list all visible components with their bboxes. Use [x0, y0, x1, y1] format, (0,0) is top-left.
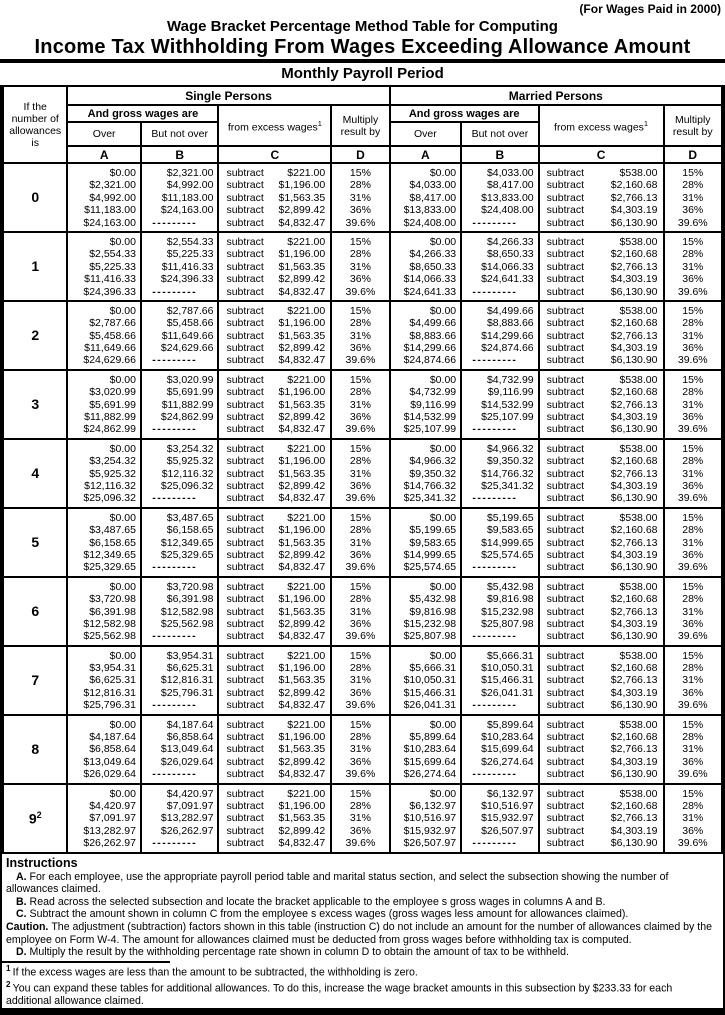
married-over-cell: $0.00 $5,199.65 $9,583.65 $14,999.65 $25,574.65 — [390, 508, 461, 577]
single-but-not-over-cell: $2,321.00 $4,992.00 $11,183.00 $24,163.00 --------- — [141, 163, 219, 232]
excess-wages-label: from excess wages — [554, 121, 644, 134]
married-subtract-cell: subtract $538.00 subtract $2,160.68 subtract $2,766.13 subtract $4,303.19 subtract $6,130.90 — [539, 370, 664, 439]
single-subtract-cell: subtract $221.00 subtract $1,196.00 subtract $1,563.35 subtract $2,899.42 subtract $4,832.47 — [218, 232, 331, 301]
single-but-not-over-cell: $3,487.65 $6,158.65 $12,349.65 $25,329.65 --------- — [141, 508, 219, 577]
married-but-not-over-cell: $4,966.32 $9,350.32 $14,766.32 $25,341.32 --------- — [461, 439, 539, 508]
single-over-cell: $0.00 $3,020.99 $5,691.99 $11,882.99 $24,862.99 — [67, 370, 141, 439]
title-block — [0, 0, 725, 85]
single-rate-cell: 15% 28% 31% 36% 39.6% — [331, 784, 389, 853]
married-subtract-cell: subtract $538.00 subtract $2,160.68 subtract $2,766.13 subtract $4,303.19 subtract $6,130.90 — [539, 784, 664, 853]
instruction-item: Caution. The adjustment (subtraction) factors shown in this table (instruction C) do not include an amount for the number of allowances claimed by the employee on Form W-4. The amount for allowances claimed must be deducted from gross wages before withholding tax is computed. — [6, 920, 713, 946]
single-rate-cell: 15% 28% 31% 36% 39.6% — [331, 370, 389, 439]
instruction-item: C. Subtract the amount shown in column C from the employee s excess wages (gross wages less amount for allowances claimed). — [16, 908, 629, 921]
footnote1-marker: 1 — [317, 118, 322, 128]
instruction-item: A. For each employee, use the appropriate payroll period table and marital status section, and select the subsection showing the number of allowances claimed. — [6, 870, 669, 896]
single-but-not-over-cell: $3,020.99 $5,691.99 $11,882.99 $24,862.99 --------- — [141, 370, 219, 439]
wages-paid-note: (For Wages Paid in 2000) — [579, 2, 721, 16]
single-subtract-cell: subtract $221.00 subtract $1,196.00 subtract $1,563.35 subtract $2,899.42 subtract $4,832.47 — [218, 784, 331, 853]
single-over-header: Over — [67, 122, 141, 146]
allowance-row — [3, 439, 722, 508]
col-letter-c: C — [539, 146, 664, 163]
single-gross-wages-header: And gross wages are — [67, 105, 218, 122]
allowance-count: 1 — [3, 232, 67, 301]
married-rate-cell: 15% 28% 31% 36% 39.6% — [664, 163, 723, 232]
allowance-row — [3, 370, 722, 439]
single-over-cell: $0.00 $4,420.97 $7,091.97 $13,282.97 $26,262.97 — [67, 784, 141, 853]
married-but-not-over-header: But not over — [461, 122, 539, 146]
col-letter-b: B — [141, 146, 219, 163]
single-persons-header: Single Persons — [67, 86, 389, 105]
single-rate-cell: 15% 28% 31% 36% 39.6% — [331, 232, 389, 301]
single-but-not-over-cell: $3,720.98 $6,391.98 $12,582.98 $25,562.98 --------- — [141, 577, 219, 646]
footnote2-marker: 2 — [36, 809, 42, 820]
allowances-stub-header: If the number of allowances is — [3, 86, 67, 163]
allowance-count: 5 — [3, 508, 67, 577]
single-over-cell: $0.00 $3,954.31 $6,625.31 $12,816.31 $25,796.31 — [67, 646, 141, 715]
married-subtract-cell: subtract $538.00 subtract $2,160.68 subtract $2,766.13 subtract $4,303.19 subtract $6,130.90 — [539, 232, 664, 301]
table-body — [3, 163, 722, 853]
single-over-cell: $0.00 $2,554.33 $5,225.33 $11,416.33 $24,396.33 — [67, 232, 141, 301]
allowance-count: 3 — [3, 370, 67, 439]
col-letter-d: D — [664, 146, 723, 163]
single-rate-cell: 15% 28% 31% 36% 39.6% — [331, 439, 389, 508]
married-but-not-over-cell: $4,732.99 $9,116.99 $14,532.99 $25,107.99 --------- — [461, 370, 539, 439]
married-rate-cell: 15% 28% 31% 36% 39.6% — [664, 577, 723, 646]
allowance-row — [3, 784, 722, 853]
single-over-cell: $0.00 $3,254.32 $5,925.32 $12,116.32 $25,096.32 — [67, 439, 141, 508]
married-but-not-over-cell: $4,499.66 $8,883.66 $14,299.66 $24,874.66 --------- — [461, 301, 539, 370]
footnotes-section — [2, 963, 723, 1008]
married-subtract-cell: subtract $538.00 subtract $2,160.68 subtract $2,766.13 subtract $4,303.19 subtract $6,130.90 — [539, 439, 664, 508]
single-subtract-cell: subtract $221.00 subtract $1,196.00 subtract $1,563.35 subtract $2,899.42 subtract $4,832.47 — [218, 301, 331, 370]
married-but-not-over-cell: $6,132.97 $10,516.97 $15,932.97 $26,507.97 --------- — [461, 784, 539, 853]
single-rate-cell: 15% 28% 31% 36% 39.6% — [331, 301, 389, 370]
single-over-cell: $0.00 $2,321.00 $4,992.00 $11,183.00 $24,163.00 — [67, 163, 141, 232]
single-but-not-over-cell: $2,787.66 $5,458.66 $11,649.66 $24,629.66 --------- — [141, 301, 219, 370]
married-rate-cell: 15% 28% 31% 36% 39.6% — [664, 301, 723, 370]
allowance-count: 0 — [3, 163, 67, 232]
single-excess-wages-header — [218, 105, 331, 146]
allowance-row — [3, 715, 722, 784]
single-subtract-cell: subtract $221.00 subtract $1,196.00 subtract $1,563.35 subtract $2,899.42 subtract $4,832.47 — [218, 577, 331, 646]
married-excess-wages-header — [539, 105, 664, 146]
allowance-count: 4 — [3, 439, 67, 508]
married-rate-cell: 15% 28% 31% 36% 39.6% — [664, 715, 723, 784]
allowance-count: 2 — [3, 301, 67, 370]
married-but-not-over-cell: $5,432.98 $9,816.98 $15,232.98 $25,807.98 --------- — [461, 577, 539, 646]
col-letter-d: D — [331, 146, 389, 163]
single-but-not-over-cell: $3,954.31 $6,625.31 $12,816.31 $25,796.31 --------- — [141, 646, 219, 715]
col-letter-a: A — [390, 146, 461, 163]
col-letter-a: A — [67, 146, 141, 163]
married-subtract-cell: subtract $538.00 subtract $2,160.68 subtract $2,766.13 subtract $4,303.19 subtract $6,130.90 — [539, 715, 664, 784]
married-but-not-over-cell: $5,666.31 $10,050.31 $15,466.31 $26,041.31 --------- — [461, 646, 539, 715]
single-subtract-cell: subtract $221.00 subtract $1,196.00 subtract $1,563.35 subtract $2,899.42 subtract $4,832.47 — [218, 163, 331, 232]
table-title-line2: Income Tax Withholding From Wages Exceeding Allowance Amount — [34, 36, 691, 58]
single-multiply-header: Multiply result by — [331, 105, 389, 146]
instruction-item: D. Multiply the result by the withholding percentage rate shown in column D to obtain the amount of tax to be withheld. — [16, 946, 569, 959]
married-but-not-over-cell: $4,266.33 $8,650.33 $14,066.33 $24,641.33 --------- — [461, 232, 539, 301]
instruction-item: B. Read across the selected subsection and locate the bracket applicable to the employee s gross wages in columns A and B. — [16, 895, 606, 908]
married-subtract-cell: subtract $538.00 subtract $2,160.68 subtract $2,766.13 subtract $4,303.19 subtract $6,130.90 — [539, 646, 664, 715]
married-subtract-cell: subtract $538.00 subtract $2,160.68 subtract $2,766.13 subtract $4,303.19 subtract $6,130.90 — [539, 508, 664, 577]
married-multiply-header: Multiply result by — [664, 105, 723, 146]
allowance-count: 6 — [3, 577, 67, 646]
married-rate-cell: 15% 28% 31% 36% 39.6% — [664, 508, 723, 577]
single-subtract-cell: subtract $221.00 subtract $1,196.00 subtract $1,563.35 subtract $2,899.42 subtract $4,832.47 — [218, 646, 331, 715]
married-over-header: Over — [390, 122, 461, 146]
single-over-cell: $0.00 $2,787.66 $5,458.66 $11,649.66 $24,629.66 — [67, 301, 141, 370]
married-gross-wages-header: And gross wages are — [390, 105, 539, 122]
single-rate-cell: 15% 28% 31% 36% 39.6% — [331, 508, 389, 577]
married-subtract-cell: subtract $538.00 subtract $2,160.68 subtract $2,766.13 subtract $4,303.19 subtract $6,130.90 — [539, 301, 664, 370]
single-subtract-cell: subtract $221.00 subtract $1,196.00 subtract $1,563.35 subtract $2,899.42 subtract $4,832.47 — [218, 439, 331, 508]
allowance-count: 8 — [3, 715, 67, 784]
single-rate-cell: 15% 28% 31% 36% 39.6% — [331, 715, 389, 784]
allowance-row — [3, 646, 722, 715]
married-but-not-over-cell: $5,899.64 $10,283.64 $15,699.64 $26,274.64 --------- — [461, 715, 539, 784]
single-subtract-cell: subtract $221.00 subtract $1,196.00 subtract $1,563.35 subtract $2,899.42 subtract $4,832.47 — [218, 508, 331, 577]
footnote: $^1$ If the excess wages are less than the amount to be subtracted, the withholding is zero. — [6, 963, 418, 979]
married-but-not-over-cell: $4,033.00 $8,417.00 $13,833.00 $24,408.00 --------- — [461, 163, 539, 232]
table-frame — [0, 85, 725, 1015]
table-title-line1: Wage Bracket Percentage Method Table for Computing — [167, 18, 558, 35]
married-rate-cell: 15% 28% 31% 36% 39.6% — [664, 232, 723, 301]
single-but-not-over-cell: $4,187.64 $6,858.64 $13,049.64 $26,029.64 --------- — [141, 715, 219, 784]
married-rate-cell: 15% 28% 31% 36% 39.6% — [664, 784, 723, 853]
married-over-cell: $0.00 $4,966.32 $9,350.32 $14,766.32 $25,341.32 — [390, 439, 461, 508]
single-rate-cell: 15% 28% 31% 36% 39.6% — [331, 646, 389, 715]
allowance-count: 7 — [3, 646, 67, 715]
married-rate-cell: 15% 28% 31% 36% 39.6% — [664, 646, 723, 715]
single-rate-cell: 15% 28% 31% 36% 39.6% — [331, 163, 389, 232]
single-but-not-over-cell: $2,554.33 $5,225.33 $11,416.33 $24,396.33 --------- — [141, 232, 219, 301]
married-over-cell: $0.00 $5,899.64 $10,283.64 $15,699.64 $26,274.64 — [390, 715, 461, 784]
married-but-not-over-cell: $5,199.65 $9,583.65 $14,999.65 $25,574.65 --------- — [461, 508, 539, 577]
married-over-cell: $0.00 $4,499.66 $8,883.66 $14,299.66 $24,874.66 — [390, 301, 461, 370]
single-but-not-over-cell: $3,254.32 $5,925.32 $12,116.32 $25,096.32 --------- — [141, 439, 219, 508]
married-rate-cell: 15% 28% 31% 36% 39.6% — [664, 439, 723, 508]
single-over-cell: $0.00 $4,187.64 $6,858.64 $13,049.64 $26,029.64 — [67, 715, 141, 784]
married-subtract-cell: subtract $538.00 subtract $2,160.68 subtract $2,766.13 subtract $4,303.19 subtract $6,130.90 — [539, 577, 664, 646]
instructions-section — [2, 854, 723, 959]
col-letter-c: C — [218, 146, 331, 163]
payroll-period-title: Monthly Payroll Period — [281, 65, 444, 82]
allowance-row — [3, 232, 722, 301]
single-over-cell: $0.00 $3,487.65 $6,158.65 $12,349.65 $25,329.65 — [67, 508, 141, 577]
single-subtract-cell: subtract $221.00 subtract $1,196.00 subtract $1,563.35 subtract $2,899.42 subtract $4,832.47 — [218, 715, 331, 784]
married-subtract-cell: subtract $538.00 subtract $2,160.68 subtract $2,766.13 subtract $4,303.19 subtract $6,130.90 — [539, 163, 664, 232]
withholding-table — [2, 85, 723, 854]
excess-wages-label: from excess wages — [227, 121, 318, 134]
single-but-not-over-cell: $4,420.97 $7,091.97 $13,282.97 $26,262.97 --------- — [141, 784, 219, 853]
married-over-cell: $0.00 $4,266.33 $8,650.33 $14,066.33 $24,641.33 — [390, 232, 461, 301]
married-over-cell: $0.00 $4,033.00 $8,417.00 $13,833.00 $24,408.00 — [390, 163, 461, 232]
single-subtract-cell: subtract $221.00 subtract $1,196.00 subtract $1,563.35 subtract $2,899.42 subtract $4,832.47 — [218, 370, 331, 439]
single-over-cell: $0.00 $3,720.98 $6,391.98 $12,582.98 $25,562.98 — [67, 577, 141, 646]
allowance-row — [3, 577, 722, 646]
footnote1-marker: 1 — [643, 118, 649, 128]
col-letter-b: B — [461, 146, 539, 163]
allowance-row — [3, 163, 722, 232]
allowance-row — [3, 508, 722, 577]
allowance-row — [3, 301, 722, 370]
married-over-cell: $0.00 $4,732.99 $9,116.99 $14,532.99 $25,107.99 — [390, 370, 461, 439]
married-over-cell: $0.00 $6,132.97 $10,516.97 $15,932.97 $26,507.97 — [390, 784, 461, 853]
allowance-count: $9^2$ — [3, 784, 67, 853]
married-over-cell: $0.00 $5,666.31 $10,050.31 $15,466.31 $26,041.31 — [390, 646, 461, 715]
footnote: $^2$ You can expand these tables for additional allowances. To do this, increase the wage bracket amounts in this subsection by $233.33 for each additional allowance claimed. — [6, 979, 673, 1007]
married-over-cell: $0.00 $5,432.98 $9,816.98 $15,232.98 $25,807.98 — [390, 577, 461, 646]
instructions-list — [6, 871, 719, 959]
single-but-not-over-header: But not over — [141, 122, 219, 146]
single-rate-cell: 15% 28% 31% 36% 39.6% — [331, 577, 389, 646]
instructions-title: Instructions — [6, 855, 78, 870]
married-persons-header: Married Persons — [390, 86, 722, 105]
married-rate-cell: 15% 28% 31% 36% 39.6% — [664, 370, 723, 439]
